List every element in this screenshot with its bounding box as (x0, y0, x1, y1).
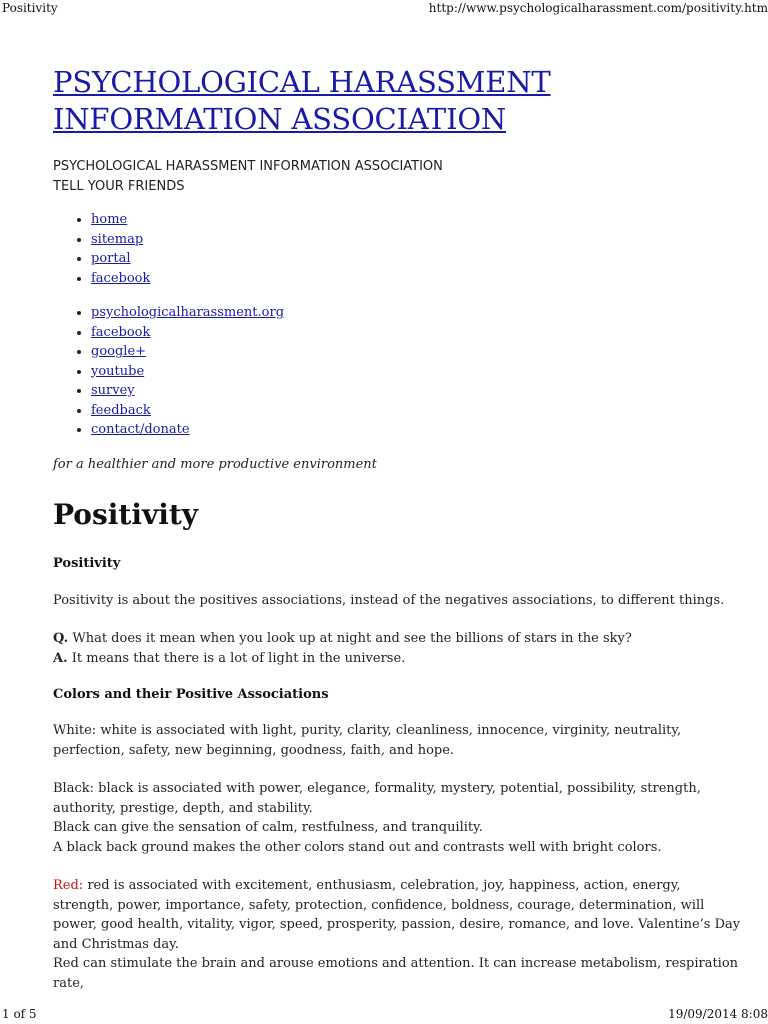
print-footer-datetime: 19/09/2014 8:08 (668, 1007, 768, 1021)
answer-label: A. (53, 650, 68, 666)
intro-paragraph: Positivity is about the positives associations, instead of the negatives associations, to different things. (53, 592, 725, 608)
site-title-line1: PSYCHOLOGICAL HARASSMENT (53, 65, 551, 99)
site-title-link[interactable] (53, 65, 551, 136)
secondary-nav (53, 303, 743, 440)
nav-item-facebook (91, 269, 743, 289)
site-tagline (53, 157, 743, 197)
nav-link-contact[interactable]: contact/donate (91, 422, 190, 437)
black-line-3: A black back ground makes the other colors stand out and contrasts well with bright colors. (53, 839, 662, 855)
question-label: Q. (53, 631, 69, 646)
site-title-line2: INFORMATION ASSOCIATION (53, 102, 507, 136)
nav-link-facebook-2[interactable]: facebook (91, 324, 151, 340)
print-header-url: http://www.psychologicalharassment.com/positivity.htm (428, 1, 768, 15)
black-line-1: Black: black is associated with power, elegance, formality, mystery, potential, possibility, strength, authority, prestige, depth, and stability. (53, 781, 701, 816)
section-subheading: Positivity (53, 555, 121, 571)
red-paragraph (53, 876, 743, 993)
nav-item-feedback (91, 401, 743, 421)
primary-nav (53, 210, 743, 288)
black-line-2: Black can give the sensation of calm, restfulness, and tranquility. (53, 820, 483, 835)
qa-paragraph (53, 629, 743, 668)
nav-link-portal[interactable]: portal (91, 251, 131, 266)
nav-link-feedback[interactable]: feedback (91, 402, 151, 418)
nav-link-survey[interactable]: survey (91, 383, 135, 398)
nav-item-sitemap (91, 230, 743, 250)
nav-link-facebook[interactable]: facebook (91, 270, 151, 286)
red-text: red is associated with excitement, enthusiasm, celebration, joy, happiness, action, energy, strength, power, importance, safety, protection, confidence, boldness, courage, determination, will power, good health, vitality, vigor, speed, prosperity, passion, desire, romance, and love. Valentine’s Day and Christmas day. (53, 878, 741, 952)
black-paragraph (53, 779, 743, 857)
page-title: Positivity (53, 497, 199, 531)
red-line-2: Red can stimulate the brain and arouse emotions and attention. It can increase metabolism, respiration rate, (53, 956, 739, 991)
nav-item-googleplus (91, 342, 743, 362)
colors-heading: Colors and their Positive Associations (53, 687, 329, 702)
answer-text: It means that there is a lot of light in the universe. (67, 650, 406, 666)
nav-item-org (91, 303, 743, 323)
nav-item-youtube (91, 362, 743, 382)
red-label: Red: (53, 878, 84, 893)
tagline-line1: PSYCHOLOGICAL HARASSMENT INFORMATION ASSOCIATION (53, 159, 443, 174)
nav-link-googleplus[interactable]: google+ (91, 344, 147, 359)
site-title (53, 64, 743, 138)
site-motto: for a healthier and more productive environment (53, 456, 377, 472)
print-footer (0, 1007, 768, 1023)
nav-item-contact (91, 420, 743, 440)
tagline-line2: TELL YOUR FRIENDS (53, 179, 185, 194)
white-paragraph: White: white is associated with light, purity, clarity, cleanliness, innocence, virginity, neutrality, perfection, safety, new beginning, goodness, faith, and hope. (53, 723, 682, 758)
nav-item-portal (91, 249, 743, 269)
nav-link-home[interactable]: home (91, 212, 128, 227)
print-header (0, 1, 768, 17)
print-footer-page: 1 of 5 (2, 1007, 37, 1021)
nav-link-youtube[interactable]: youtube (91, 363, 145, 379)
nav-link-sitemap[interactable]: sitemap (91, 231, 144, 247)
print-header-title: Positivity (2, 1, 58, 15)
nav-link-org[interactable]: psychologicalharassment.org (91, 305, 285, 320)
nav-item-facebook-2 (91, 323, 743, 343)
page-content (53, 64, 743, 993)
nav-item-survey (91, 381, 743, 401)
question-text: What does it mean when you look up at night and see the billions of stars in the sky? (68, 631, 632, 646)
nav-item-home (91, 210, 743, 230)
